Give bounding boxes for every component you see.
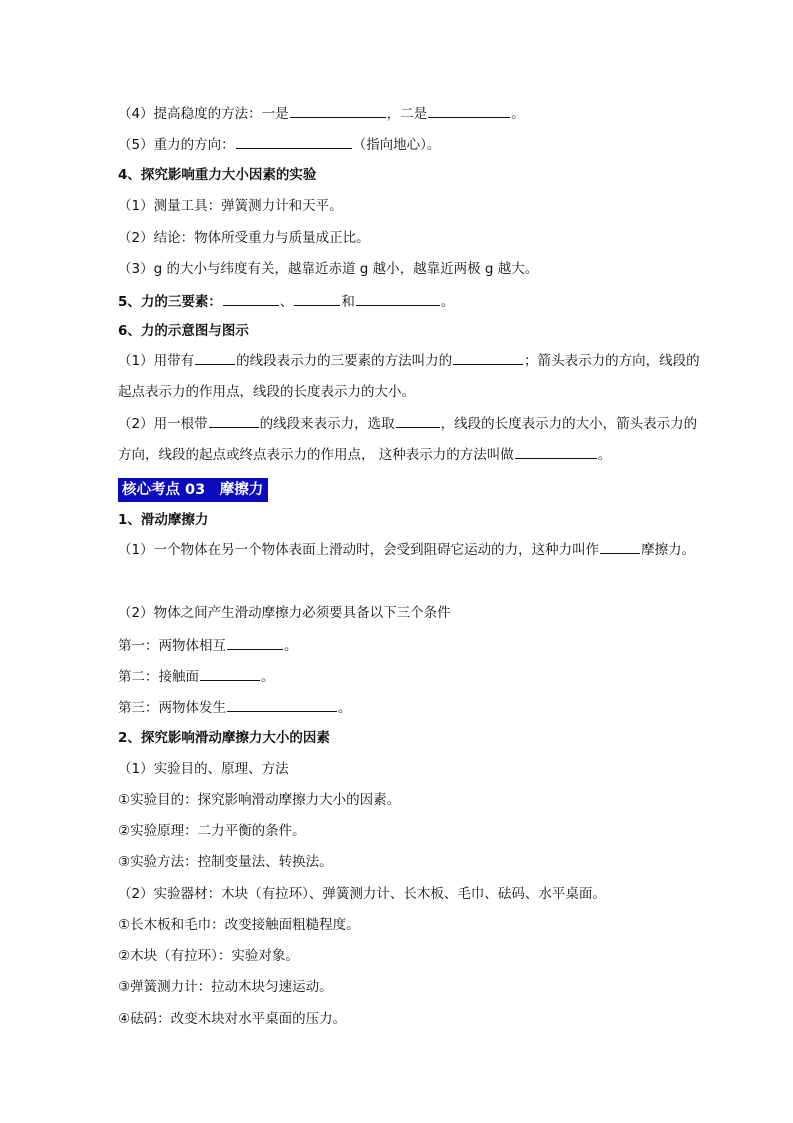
list-item: ①实验目的：探究影响滑动摩擦力大小的因素。 bbox=[118, 792, 401, 808]
fill-blank[interactable] bbox=[200, 665, 260, 681]
fill-blank[interactable] bbox=[396, 412, 440, 428]
fill-blank[interactable] bbox=[356, 290, 440, 306]
text: （5）重力的方向： bbox=[118, 137, 235, 153]
list-item: ③弹簧测力计：拉动木块匀速运动。 bbox=[118, 979, 333, 995]
fill-blank[interactable] bbox=[428, 102, 510, 118]
section-heading: 5、力的三要素： bbox=[118, 294, 222, 310]
force-elements-line bbox=[118, 290, 703, 312]
fill-blank[interactable] bbox=[515, 443, 597, 459]
fill-blank[interactable] bbox=[600, 538, 640, 554]
condition-line bbox=[118, 696, 703, 718]
text: 。 bbox=[440, 294, 455, 310]
fill-blank[interactable] bbox=[209, 412, 259, 428]
fill-blank[interactable] bbox=[290, 102, 386, 118]
fill-blank[interactable] bbox=[195, 349, 235, 365]
text: 摩擦力。 bbox=[641, 542, 696, 558]
text: 。 bbox=[511, 106, 525, 122]
list-item: （2）结论：物体所受重力与质量成正比。 bbox=[118, 230, 370, 246]
text: 和 bbox=[341, 294, 355, 310]
text: 。 bbox=[284, 638, 298, 654]
text: 第三：两物体发生 bbox=[118, 700, 226, 716]
text: （1）一个物体在另一个物体表面上滑动时，会受到阻碍它运动的力，这种力叫作 bbox=[118, 542, 600, 558]
fill-blank[interactable] bbox=[294, 290, 340, 306]
paragraph bbox=[118, 535, 703, 566]
text: （指向地心）。 bbox=[352, 137, 441, 153]
list-item: ③实验方法：控制变量法、转换法。 bbox=[118, 854, 333, 870]
condition-line bbox=[118, 634, 703, 656]
list-item: ②实验原理：二力平衡的条件。 bbox=[118, 823, 306, 839]
list-item: （2）物体之间产生滑动摩擦力必须要具备以下三个条件 bbox=[118, 605, 451, 621]
text: 。 bbox=[338, 700, 352, 716]
fill-blank[interactable] bbox=[227, 696, 337, 712]
text: （2）用一根带 bbox=[118, 416, 208, 432]
list-item: ④砝码：改变木块对水平桌面的压力。 bbox=[118, 1011, 347, 1027]
text: 。 bbox=[597, 447, 612, 463]
text: 的线段来表示力，选取 bbox=[259, 416, 395, 432]
fill-blank[interactable] bbox=[453, 349, 523, 365]
fill-blank[interactable] bbox=[227, 634, 283, 650]
text: ；箭头表示力的方向，线段的起点表示力的作用点，线段的长度表示力的大小。 bbox=[118, 353, 700, 400]
text: 、 bbox=[279, 294, 294, 310]
paragraph bbox=[118, 409, 703, 471]
list-item: （3）g 的大小与纬度有关，越靠近赤道 g 越小，越靠近两极 g 越大。 bbox=[118, 261, 539, 277]
list-item: ①长木板和毛巾：改变接触面粗糙程度。 bbox=[118, 917, 360, 933]
text: ，二是 bbox=[386, 106, 428, 122]
text: （4）提高稳度的方法：一是 bbox=[118, 106, 289, 122]
list-item: ②木块（有拉环）：实验对象。 bbox=[118, 948, 299, 964]
section-heading: 2、探究影响滑动摩擦力大小的因素 bbox=[118, 730, 330, 746]
text: 第一：两物体相互 bbox=[118, 638, 226, 654]
text: （1）用带有 bbox=[118, 353, 195, 369]
paragraph bbox=[118, 346, 703, 408]
stability-methods-line bbox=[118, 102, 703, 124]
section-heading: 6、力的示意图与图示 bbox=[118, 323, 249, 339]
fill-blank[interactable] bbox=[223, 290, 279, 306]
text: ，线段的长度表示力的大小，箭头表示力的方向，线段的起点或终点表示力的作用点， 这种表示力的方法叫做 bbox=[118, 416, 698, 463]
list-item: （1）测量工具：弹簧测力计和天平。 bbox=[118, 198, 343, 214]
fill-blank[interactable] bbox=[236, 133, 352, 149]
list-item: （1）实验目的、原理、方法 bbox=[118, 761, 289, 777]
text: 的线段表示力的三要素的方法叫力的 bbox=[236, 353, 453, 369]
text: 第二：接触面 bbox=[118, 669, 199, 685]
gravity-direction-line bbox=[118, 133, 703, 155]
section-heading: 1、滑动摩擦力 bbox=[118, 512, 209, 528]
list-item: （2）实验器材：木块（有拉环）、弹簧测力计、长木板、毛巾、砝码、水平桌面。 bbox=[118, 886, 606, 902]
section-heading: 4、探究影响重力大小因素的实验 bbox=[118, 167, 317, 183]
core-topic-banner: 核心考点 03 摩擦力 bbox=[118, 478, 268, 502]
condition-line bbox=[118, 665, 703, 687]
text: 。 bbox=[261, 669, 275, 685]
